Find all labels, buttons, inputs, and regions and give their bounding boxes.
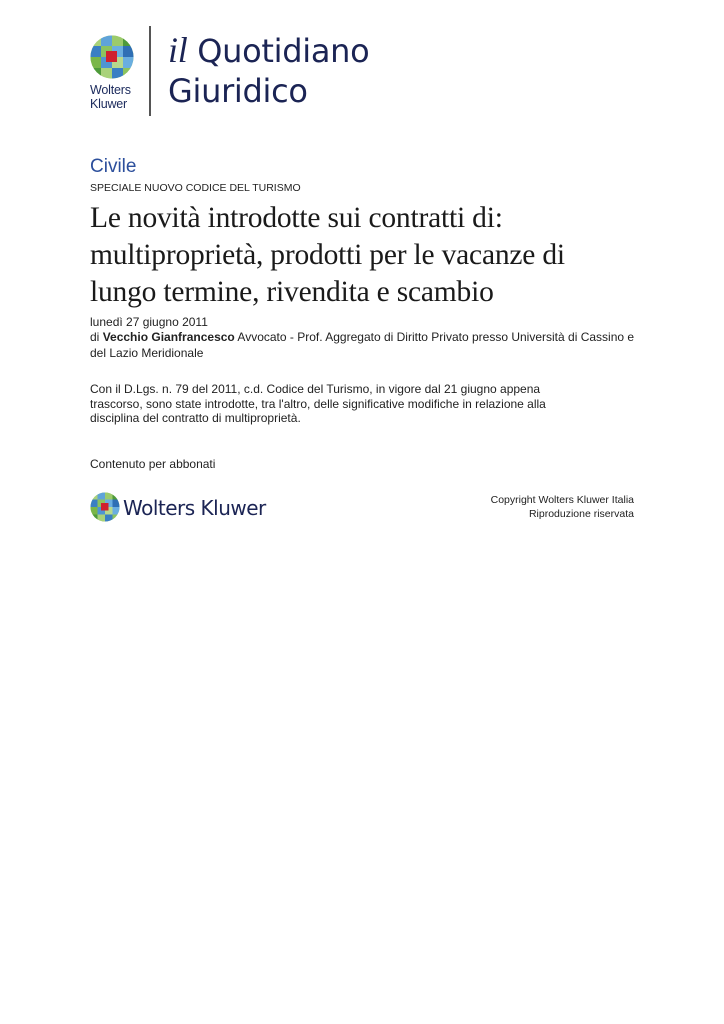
copyright bbox=[491, 493, 634, 521]
masthead-brand-name bbox=[90, 83, 144, 111]
subscribers-note: Contenuto per abbonati bbox=[90, 456, 216, 471]
byline bbox=[90, 330, 638, 361]
wolters-kluwer-globe-icon bbox=[90, 35, 134, 79]
author-role: Avvocato - Prof. Aggregato di Diritto Privato presso Università di Cassino e del Lazio Meridionale bbox=[90, 330, 635, 360]
article-abstract: Con il D.Lgs. n. 79 del 2011, c.d. Codice del Turismo, in vigore dal 21 giugno appena trascorso, sono state introdotte, tra l'altro, delle significative modifiche in relazione alla disciplina del contratto di multiproprietà. bbox=[90, 382, 546, 425]
masthead bbox=[90, 26, 490, 118]
section-label[interactable]: Civile bbox=[90, 156, 137, 177]
article-headline: Le novità introdotte sui contratti di: multiproprietà, prodotti per le vacanze di lungo termine, rivendita e scambio bbox=[90, 202, 565, 308]
footer bbox=[90, 490, 634, 524]
footer-brand-name: Wolters Kluwer bbox=[123, 496, 266, 520]
publication-title bbox=[168, 30, 369, 111]
title-prefix: il bbox=[168, 30, 188, 70]
byline-prefix: di bbox=[90, 330, 100, 344]
title-line-1: Quotidiano bbox=[197, 32, 370, 70]
kicker: SPECIALE NUOVO CODICE DEL TURISMO bbox=[90, 182, 301, 194]
copyright-line-1: Copyright Wolters Kluwer Italia bbox=[490, 494, 634, 506]
masthead-divider bbox=[149, 26, 151, 116]
brand-line-1: Wolters bbox=[90, 83, 131, 97]
article bbox=[90, 156, 638, 472]
copyright-line-2: Riproduzione riservata bbox=[528, 508, 634, 520]
publication-date: lunedì 27 giugno 2011 bbox=[90, 315, 208, 329]
wolters-kluwer-small-globe-icon bbox=[90, 492, 120, 522]
title-line-2: Giuridico bbox=[168, 72, 308, 110]
author-name: Vecchio Gianfrancesco bbox=[102, 330, 235, 344]
brand-line-2: Kluwer bbox=[90, 97, 128, 111]
